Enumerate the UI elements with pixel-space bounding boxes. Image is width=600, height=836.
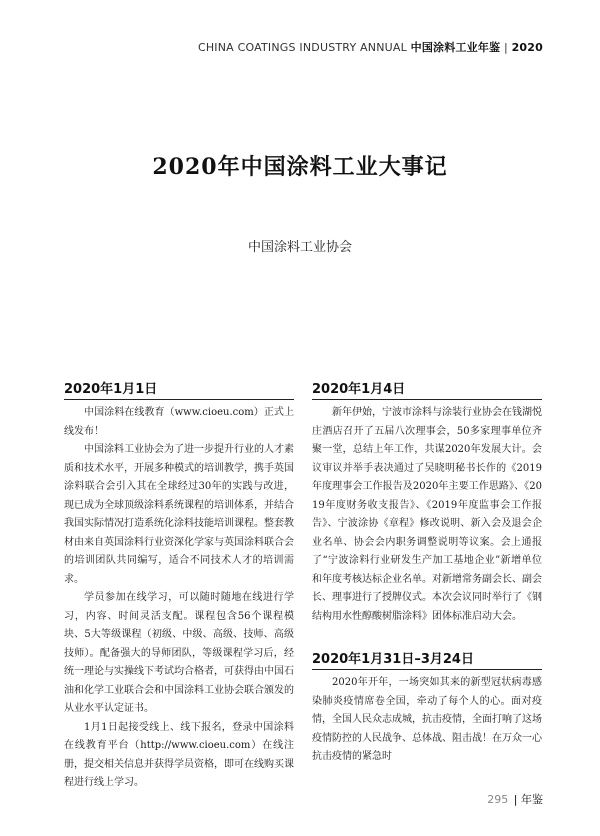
left-column xyxy=(64,378,294,793)
page-number: 295 xyxy=(487,793,509,806)
header-year: 2020 xyxy=(511,41,543,54)
footer-label: 年鉴 xyxy=(521,793,543,806)
event-paragraph: 中国涂料在线教育（www.cioeu.com）正式上线发布！ xyxy=(64,407,294,437)
event-date-heading: 2020年1月1日 xyxy=(64,378,294,400)
author-organization: 中国涂料工业协会 xyxy=(247,240,352,255)
header-chinese-title: 中国涂料工业年鉴 xyxy=(410,41,501,54)
event-paragraph: 新年伊始，宁波市涂料与涂装行业协会在钱湖悦庄酒店召开了五届八次理事会，50多家理事单位齐聚一堂，总结上年工作，共谋2020年发展大计。会议审议并举手表决通过了吴晓明秘书长作的《2019年度理事会工作报告及2020年主要工作思路》、《2019年度财务收支报告》、《2019年度监事会工作报告》、宁波涂协《章程》修改说明、新入会及退会企业名单、协会会内职务调整说明等议案。会上通报了“宁波涂料行业研发生产加工基地企业”新增单位和年度考核达标企业名单。对新增常务副会长、副会长、理事进行了授牌仪式。本次会议同时举行了《钢结构用水性醇酸树脂涂料》团体标准启动大会。 xyxy=(312,407,542,622)
right-column xyxy=(312,378,542,767)
header-english-title: CHINA COATINGS INDUSTRY ANNUAL xyxy=(197,41,407,54)
running-header xyxy=(198,39,543,55)
event-section xyxy=(312,648,542,767)
event-paragraph: 中国涂料工业协会为了进一步提升行业的人才素质和技术水平，开展多种模式的培训教学，携手英国涂料联合会引入其在全球经过30年的实践与改进，现已成为全球顶级涂料系统课程的培训体系，并结合我国实际情况打造系统化涂料技能培训课程。整套教材由来自英国涂料行业资深化学家与英国涂料联合会的培训团队共同编写，适合不同技术人才的培训需求。 xyxy=(64,444,294,585)
page-footer xyxy=(487,791,543,807)
event-section xyxy=(64,378,294,793)
page-title: 2020年中国涂料工业大事记 xyxy=(152,154,448,180)
event-paragraph: 2020年开年，一场突如其来的新型冠状病毒感染肺炎疫情席卷全国，牵动了每个人的心。面对疫情，全国人民众志成城，抗击疫情，全面打响了这场疫情防控的人民战争、总体战、阻击战！在万众一心抗击疫情的紧急时 xyxy=(312,677,542,762)
event-paragraph: 1月1日起接受线上、线下报名，登录中国涂料在线教育平台（http://www.cioeu.com）在线注册，提交相关信息并获得学员资格，即可在线购买课程进行线上学习。 xyxy=(64,721,294,788)
event-section xyxy=(312,378,542,626)
footer-separator: | xyxy=(513,793,518,806)
event-date-heading: 2020年1月31日–3月24日 xyxy=(312,648,542,670)
section-gap xyxy=(312,626,542,648)
event-date-heading: 2020年1月4日 xyxy=(312,378,542,400)
event-paragraph: 学员参加在线学习，可以随时随地在线进行学习，内容、时间灵活支配。课程包含56个课程模块、5大等级课程（初级、中级、高级、技师、高级技师）。配备强大的导师团队，等级课程学习后，经统一理论与实操线下考试均合格者，可获得由中国石油和化学工业联合会和中国涂料工业协会联合颁发的从业水平认定证书。 xyxy=(64,592,294,714)
header-separator: | xyxy=(503,41,508,54)
